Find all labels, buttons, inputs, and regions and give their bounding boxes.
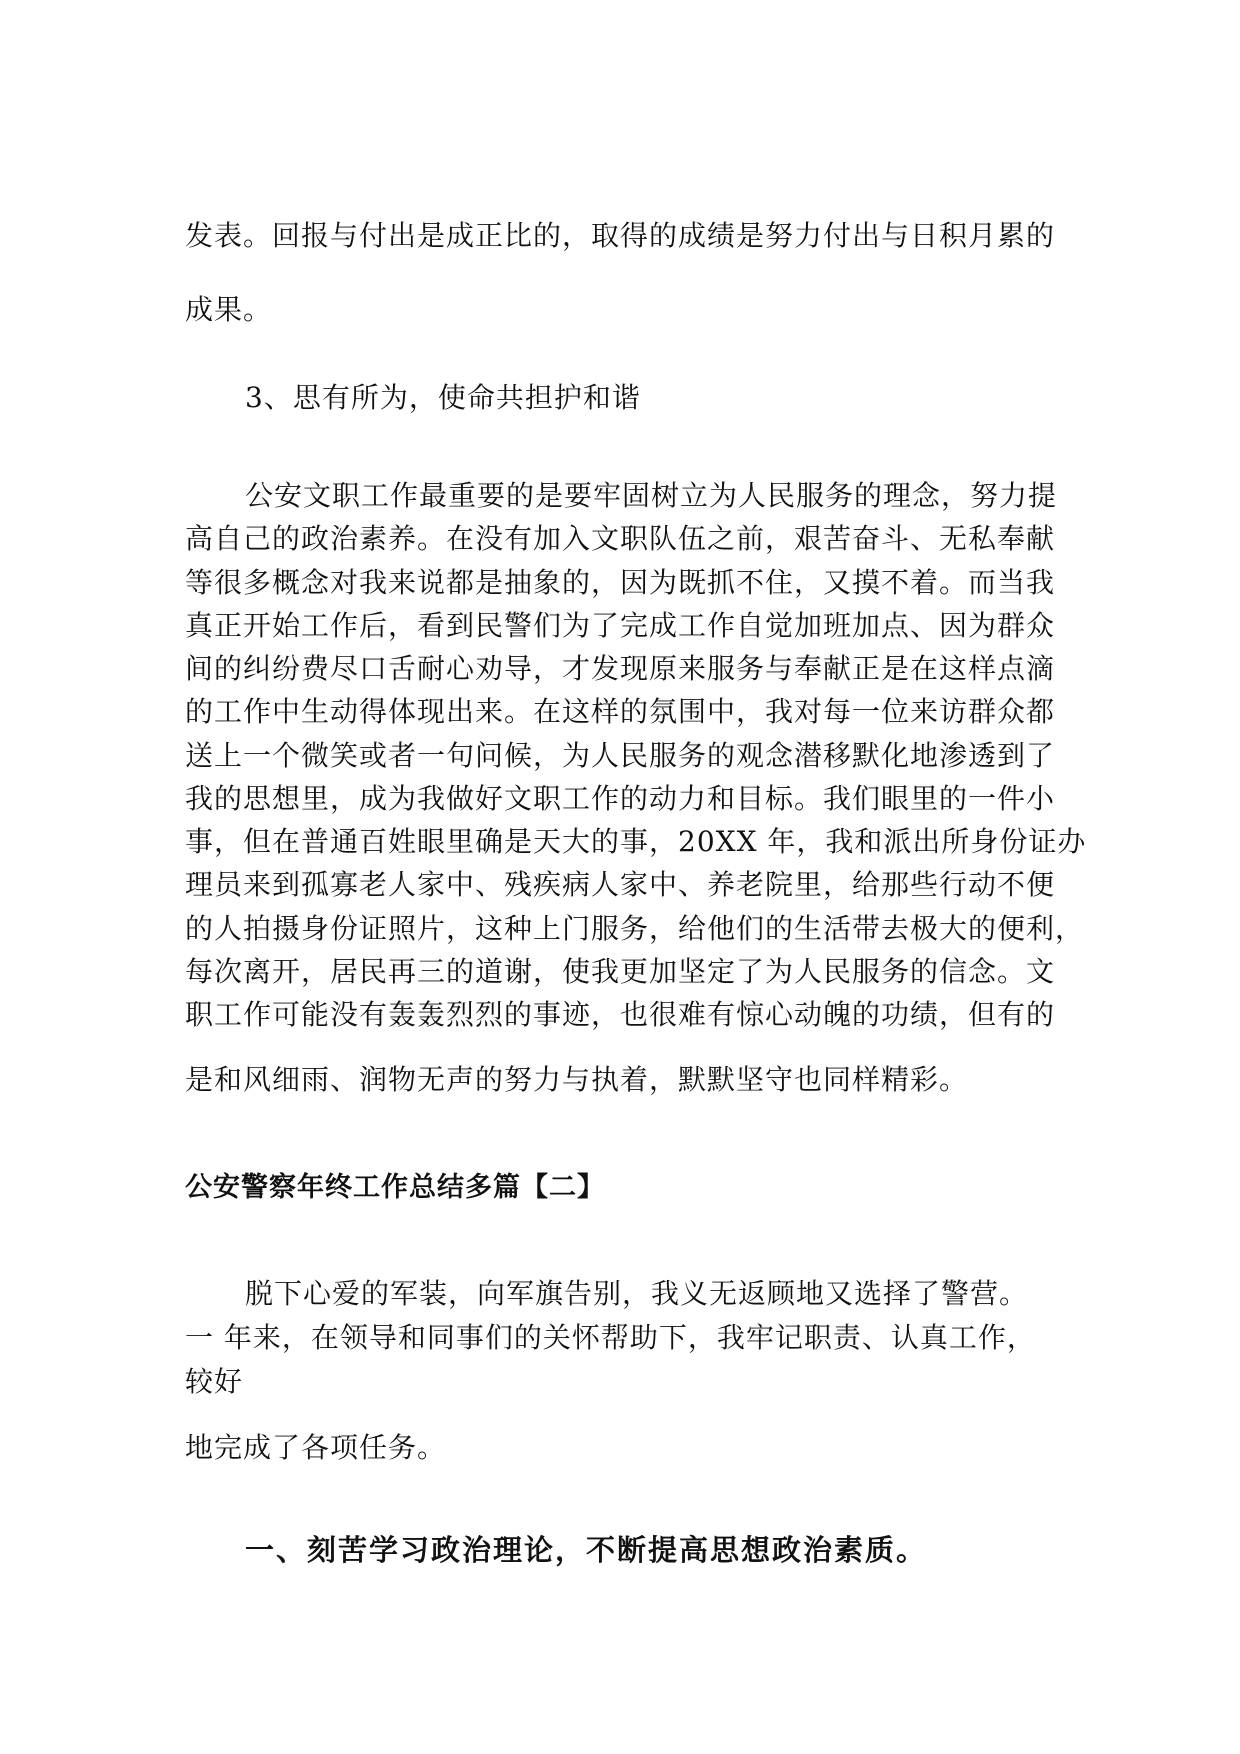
- text-line: 的人拍摄身份证照片，这种上门服务，给他们的生活带去极大的便利，: [185, 912, 1085, 945]
- text-line: 事，但在普通百姓眼里确是天大的事，20XX 年，我和派出所身份证办: [185, 825, 1087, 858]
- text-line: 高自己的政治素养。在没有加入文职队伍之前，艰苦奋斗、无私奉献: [185, 522, 1056, 555]
- text-line: 发表。回报与付出是成正比的，取得的成绩是努力付出与日积月累的: [185, 219, 1056, 252]
- text-line: 较好: [185, 1365, 244, 1398]
- text-line: 送上一个微笑或者一句问候，为人民服务的观念潜移默化地渗透到了: [185, 739, 1056, 772]
- text-line: 一 年来，在领导和同事们的关怀帮助下，我牢记职责、认真工作，: [185, 1321, 1036, 1354]
- text-line: 的工作中生动得体现出来。在这样的氛围中，我对每一位来访群众都: [185, 695, 1056, 728]
- text-line: 脱下心爱的军装，向军旗告别，我义无返顾地又选择了警营。: [245, 1277, 1029, 1310]
- text-line: 我的思想里，成为我做好文职工作的动力和目标。我们眼里的一件小: [185, 782, 1056, 815]
- text-line: 职工作可能没有轰轰烈烈的事迹，也很难有惊心动魄的功绩，但有的: [185, 998, 1056, 1031]
- article-subtitle: 公安警察年终工作总结多篇【二】: [185, 1172, 605, 1203]
- text-line: 间的纠纷费尽口舌耐心劝导，才发现原来服务与奉献正是在这样点滴: [185, 652, 1056, 685]
- section-heading: 3、思有所为，使命共担护和谐: [245, 381, 641, 414]
- section-heading: 一、刻苦学习政治理论，不断提高思想政治素质。: [245, 1533, 928, 1567]
- text-line: 每次离开，居民再三的道谢，使我更加坚定了为人民服务的信念。文: [185, 955, 1056, 988]
- text-line: 等很多概念对我来说都是抽象的，因为既抓不住，又摸不着。而当我: [185, 566, 1056, 599]
- text-line: 是和风细雨、润物无声的努力与执着，默默坚守也同样精彩。: [185, 1063, 969, 1096]
- text-line: 真正开始工作后，看到民警们为了完成工作自觉加班加点、因为群众: [185, 609, 1056, 642]
- text-line: 公安文职工作最重要的是要牢固树立为人民服务的理念，努力提: [245, 479, 1058, 512]
- text-line: 理员来到孤寡老人家中、残疾病人家中、养老院里，给那些行动不便: [185, 868, 1056, 901]
- text-line: 成果。: [185, 293, 273, 326]
- text-line: 地完成了各项任务。: [185, 1431, 447, 1464]
